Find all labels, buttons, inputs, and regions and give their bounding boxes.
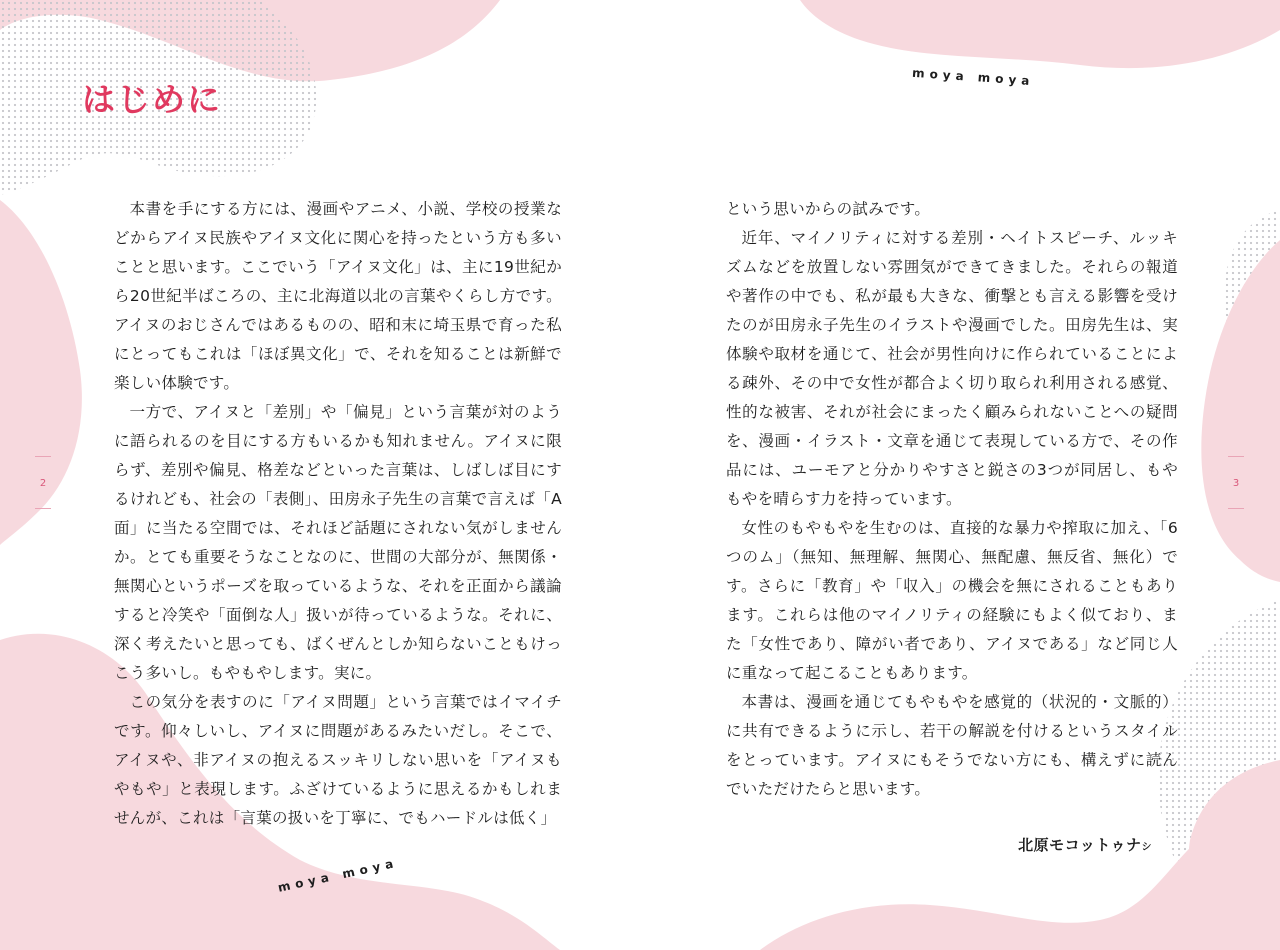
pink-blob-right <box>1201 240 1280 582</box>
right-paragraph-4: 本書は、漫画を通じてもやもやを感覚的（状況的・文脈的）に共有できるように示し、若干の解説を付けるというスタイルをとっています。アイヌにもそうでない方にも、構えずに読んでいただけたらと思います。 <box>726 693 1178 798</box>
right-paragraph-3: 女性のもやもやを生むのは、直接的な暴力や搾取に加え、「6つのム」（無知、無理解、無関心、無配慮、無反省、無化）です。さらに「教育」や「収入」の機会を無にされることもあります。これらは他のマイノリティの経験にもよく似ており、また「女性であり、障がい者であり、アイヌである」など同じ人に重なって起こることもあります。 <box>726 519 1178 682</box>
moya-moya-top-decor: moya moya <box>911 65 1035 89</box>
author-name: 北原モコットゥナ <box>1018 836 1142 854</box>
pink-blob-top-right <box>800 0 1280 68</box>
right-paragraph-2: 近年、マイノリティに対する差別・ヘイトスピーチ、ルッキズムなどを放置しない雰囲気ができてきました。それらの報道や著作の中でも、私が最も大きな、衝撃とも言える影響を受けたのが田房永子先生のイラストや漫画でした。田房先生は、実体験や取材を通じて、社会が男性向けに作られていることによる疎外、その中で女性が都合よく切り取られ利用される感覚、性的な被害、それが社会にまったく顧みられないことへの疑問を、漫画・イラスト・文章を通じて表現している方で、その作品には、ユーモアと分かりやすさと鋭さの3つが同居し、もやもやを晴らす力を持っています。 <box>726 229 1178 508</box>
author-name-small-kana: シ <box>1141 842 1152 853</box>
moya-moya-bottom-decor: moya moya <box>276 855 400 895</box>
page-number-right: 3 <box>1226 478 1246 489</box>
author-signature <box>1018 834 1152 855</box>
right-paragraph-1: という思いからの試みです。 <box>726 200 931 218</box>
left-paragraph-1: 本書を手にする方には、漫画やアニメ、小説、学校の授業などからアイヌ民族やアイヌ文化に関心を持ったという方も多いことと思います。ここでいう「アイヌ文化」は、主に19世紀から20世紀半ばころの、主に北海道以北の言葉やくらし方です。アイヌのおじさんではあるものの、昭和末に埼玉県で育った私にとってもこれは「ほぼ異文化」で、それを知ることは新鮮で楽しい体験です。 <box>114 200 562 392</box>
page-title: はじめに <box>82 80 222 119</box>
pink-blob-left <box>0 200 82 545</box>
page-number-left: 2 <box>33 478 53 489</box>
left-paragraph-3: この気分を表すのに「アイヌ問題」という言葉ではイマイチです。仰々しいし、アイヌに問題があるみたいだし。そこで、アイヌや、非アイヌの抱えるスッキリしない思いを「アイヌもやもや」と表現します。ふざけているように思えるかもしれませんが、これは「言葉の扱いを丁寧に、でもハードルは低く」 <box>114 693 562 827</box>
left-page-body <box>114 195 562 833</box>
left-paragraph-2: 一方で、アイヌと「差別」や「偏見」という言葉が対のように語られるのを目にする方もいるかも知れません。アイヌに限らず、差別や偏見、格差などといった言葉は、しばしば目にするけれども、社会の「表側」、田房永子先生の言葉で言えば「A面」に当たる空間では、それほど話題にされない気がしませんか。とても重要そうなことなのに、世間の大部分が、無関係・無関心というポーズを取っているような、それを正面から議論すると冷笑や「面倒な人」扱いが待っているような。それに、深く考えたいと思っても、ばくぜんとしか知らないこともけっこう多いし。もやもやします。実に。 <box>114 403 562 682</box>
right-page-body <box>726 195 1178 804</box>
